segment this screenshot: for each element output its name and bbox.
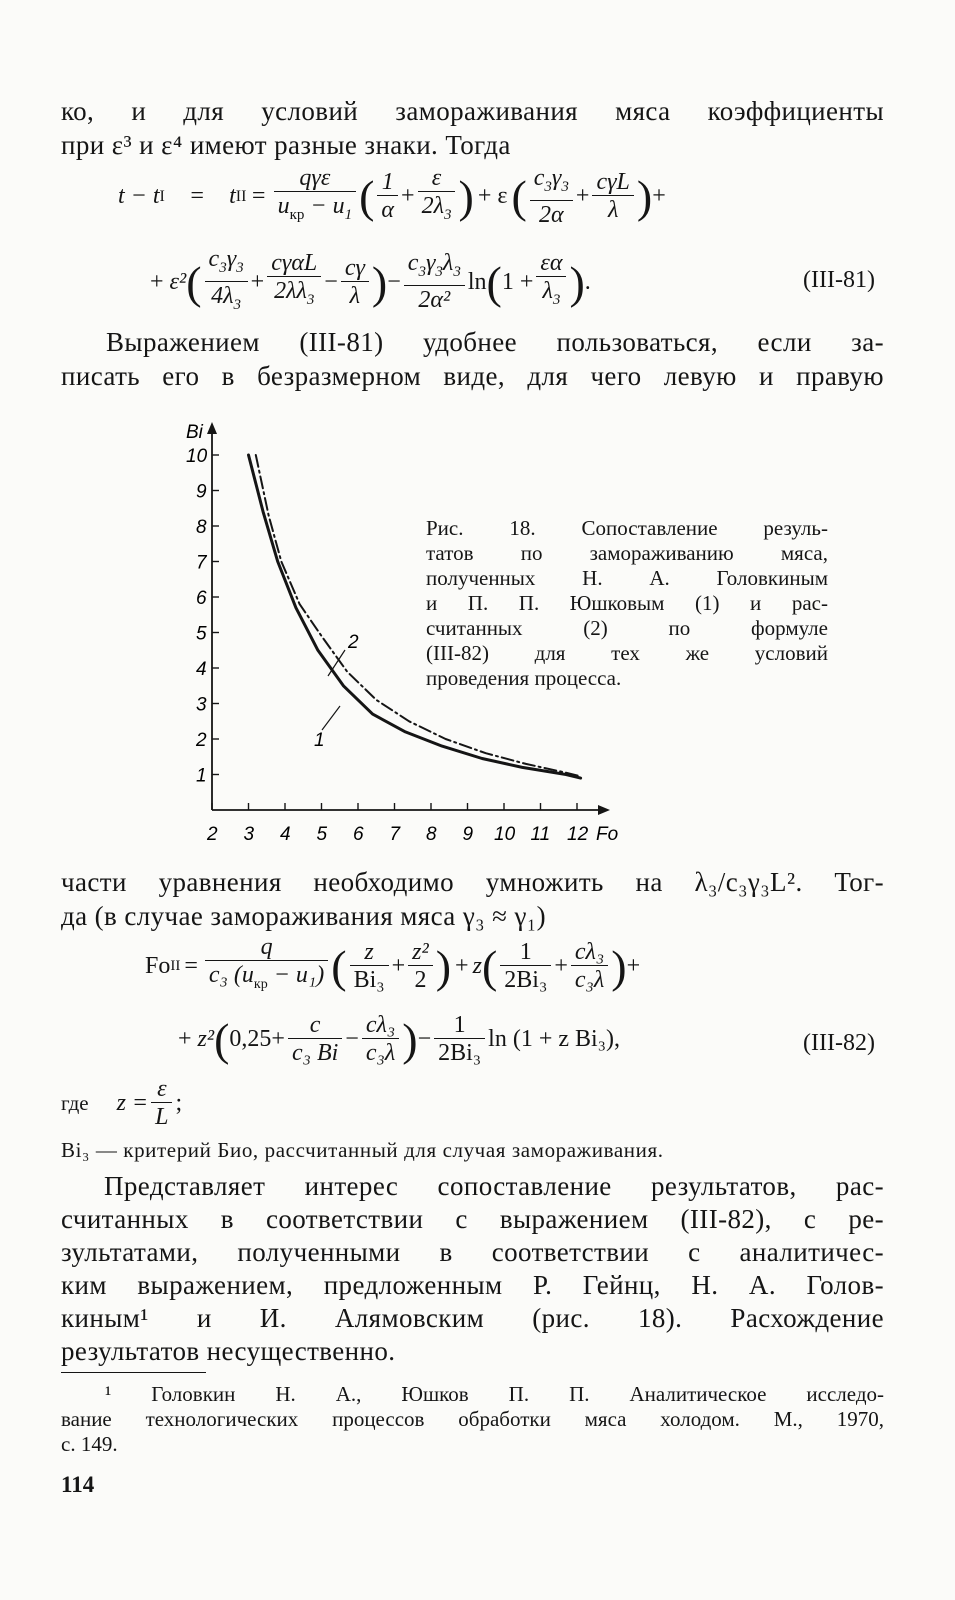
paragraph-line: части уравнения необходимо умножить на λ₃/c₃γ₃L². Тог- [61,867,884,897]
caption-line: Рис. 18. Сопоставление резуль- [426,516,828,540]
y-tick-label: 7 [196,552,207,574]
x-axis-label: Fo [596,824,619,845]
caption-line: татов по замораживанию мяса, [426,541,828,565]
y-tick-label: 4 [196,659,207,680]
footnote-line: вание технологических процессов обработки мяса холодом. М., 1970, [61,1407,884,1431]
x-tick-label: 7 [389,824,401,845]
y-tick-label: 3 [196,694,207,716]
y-tick-label: 10 [186,446,208,467]
caption-line: (III-82) для тех же условий [426,641,828,665]
footnote-rule [61,1372,206,1373]
y-tick-label: 6 [196,588,207,609]
x-tick-label: 5 [316,824,328,845]
x-tick-label: 6 [353,824,364,845]
curve-2-leader [328,650,345,676]
y-tick-label: 9 [196,481,207,503]
footnote-line: ¹ Головкин Н. А., Юшков П. П. Аналитическое исследо- [105,1382,884,1406]
footnote-line: с. 149. [61,1432,118,1456]
bi-definition: Bi₃ — критерий Био, рассчитанный для случая замораживания. [61,1138,664,1162]
paragraph-line: зультатами, полученными в соответствии с аналитичес- [61,1237,884,1267]
x-tick-label: 9 [462,824,474,845]
curve-1-leader [322,706,340,730]
paragraph-line: считанных в соответствии с выражением (III-82), с ре- [61,1204,884,1234]
caption-line: считанных (2) по формуле [426,616,828,640]
page-number: 114 [61,1472,95,1497]
paragraph-line: киным¹ и И. Алямовским (рис. 18). Расхождение [61,1303,884,1333]
figure-caption [426,516,828,691]
y-tick-label: 5 [196,623,207,645]
x-tick-label: 12 [567,824,589,845]
paragraph-line: ким выражением, предложенным Р. Гейнц, Н. А. Голов- [61,1270,884,1300]
y-tick-label: 2 [196,730,207,751]
where-line: где z = $\frac{\varepsilon}{L}$ ; [61,1076,183,1130]
y-tick-label: 1 [196,765,207,787]
curve-2-label: 2 [348,632,359,653]
y-axis-label: Bi [186,422,203,443]
paragraph-line: результатов несущественно. [61,1336,396,1366]
equation-81-line1: t − t I = t II = $\frac{\text{qγε}}{u_{кр} - u_1}$ ( $\frac{1}{\alpha}$ + $\frac{\varepsilon}{2\lambda_3}$ ) + ε ( $\frac{c_3\gamma_3}{2\alpha}$ + $\frac{\text{cγL}}{\lambda}$ ) + [118,165,666,228]
paragraph-line: писать его в безразмерном виде, для чего левую и правую [61,361,884,391]
caption-line: полученных Н. А. Головкиным [426,566,828,590]
paragraph-line: Представляет интерес сопоставление результатов, рас- [104,1171,884,1201]
x-tick-label: 11 [530,824,551,845]
y-tick-label: 8 [196,517,207,538]
caption-line: и П. П. Юшковым (1) и рас- [426,591,828,615]
paragraph-line: да (в случае замораживания мяса γ₃ ≈ γ₁) [61,901,547,931]
paragraph-line: Выражением (III-81) удобнее пользоваться, если за- [106,327,884,357]
x-tick-label: 4 [280,824,291,845]
curve-1-label: 1 [314,730,325,751]
paragraph-line: ко, и для условий замораживания мяса коэффициенты [61,96,884,126]
caption-line: проведения процесса. [426,666,622,690]
x-tick-label: 10 [494,824,516,845]
equation-82-line2: + z² ( 0,25+ $\frac{c}{\text{c₃ Bi}}$ − $\frac{\text{cλ₃}}{\text{c₃λ}}$ ) − $\frac{1}{\text{2Bi₃}}$ ln (1 + z Bi₃), [178,1012,621,1066]
x-tick-label: 8 [426,824,437,845]
x-tick-label: 3 [243,824,255,845]
equation-81-line2: + ε² ( $\frac{c_3\gamma_3}{4\lambda_3}$ + $\frac{\text{cγαL}}{2\lambda\lambda_3}$ − $\frac{c\gamma}{\lambda}$ ) − $\frac{c_3\gamma_3\lambda_3}{\text{2α²}}$ ln ( 1 + $\frac{\varepsilon\alpha}{\lambda_3}$ ) . [150,246,591,314]
y-axis-arrow-icon [207,422,217,434]
x-tick-label: 2 [207,824,218,845]
equation-82-line1: Fo II = $\frac{q}{c_3 (u_{кр} - u_1)}$ ( $\frac{z}{\text{Bi₃}}$ + $\frac{\text{z²}}{2}$ ) + z ( $\frac{1}{\text{2Bi₃}}$ + $\frac{\text{cλ₃}}{\text{c₃λ}}$ ) + [145,934,641,993]
equation-number-82: (III-82) [803,1030,875,1056]
x-axis-arrow-icon [598,805,610,815]
equation-number-81: (III-81) [803,267,875,293]
paragraph-line: при ε³ и ε⁴ имеют разные знаки. Тогда [61,130,511,160]
